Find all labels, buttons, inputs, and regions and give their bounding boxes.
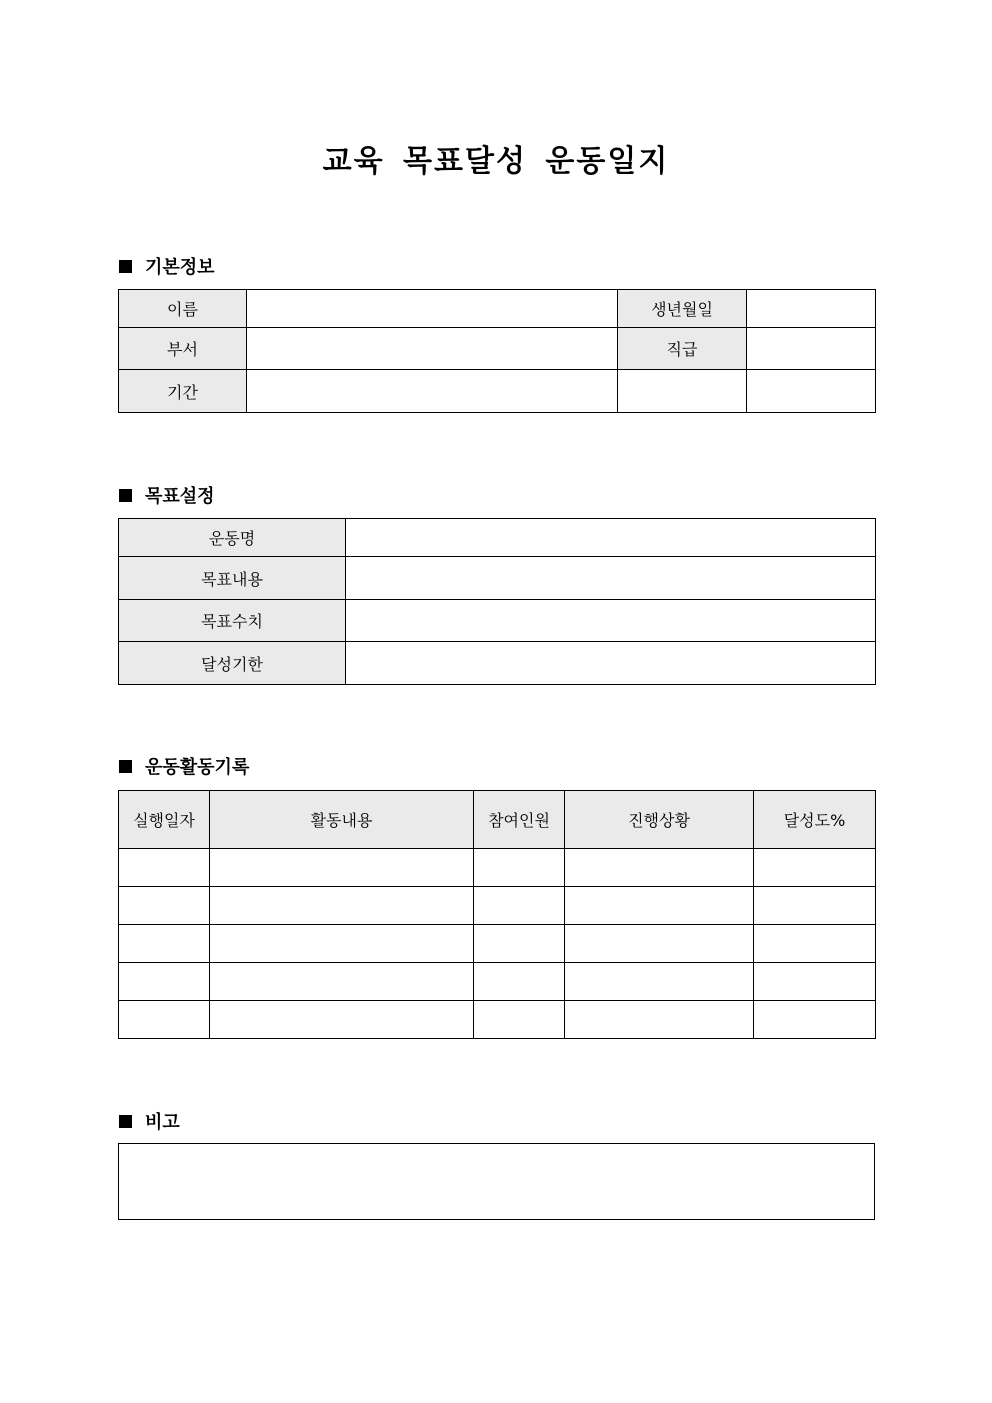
goal-setting-heading bbox=[119, 482, 215, 508]
birthdate-field[interactable] bbox=[747, 290, 876, 328]
table-cell[interactable] bbox=[474, 887, 565, 925]
table-cell[interactable] bbox=[119, 887, 210, 925]
table-cell[interactable] bbox=[119, 1001, 210, 1039]
table-cell[interactable] bbox=[565, 887, 754, 925]
table-row bbox=[119, 963, 876, 1001]
department-label: 부서 bbox=[119, 328, 247, 370]
activity-log-heading-label: 운동활동기록 bbox=[145, 757, 250, 778]
exercise-name-field[interactable] bbox=[346, 519, 876, 557]
table-cell[interactable] bbox=[119, 849, 210, 887]
position-field[interactable] bbox=[747, 328, 876, 370]
remarks-heading-label: 비고 bbox=[145, 1112, 180, 1133]
basic-info-heading-label: 기본정보 bbox=[145, 257, 215, 278]
table-cell[interactable] bbox=[474, 1001, 565, 1039]
department-field[interactable] bbox=[247, 328, 618, 370]
table-cell[interactable] bbox=[119, 963, 210, 1001]
document-title: 교육 목표달성 운동일지 bbox=[322, 144, 670, 179]
blank-cell[interactable] bbox=[618, 370, 747, 413]
table-cell[interactable] bbox=[210, 1001, 474, 1039]
column-header-participants: 참여인원 bbox=[474, 791, 565, 849]
goal-row bbox=[119, 642, 876, 685]
goal-value-label: 목표수치 bbox=[119, 600, 346, 642]
column-header-activity: 활동내용 bbox=[210, 791, 474, 849]
table-cell[interactable] bbox=[565, 963, 754, 1001]
column-header-date: 실행일자 bbox=[119, 791, 210, 849]
goal-content-field[interactable] bbox=[346, 557, 876, 600]
table-cell[interactable] bbox=[754, 1001, 876, 1039]
basic-info-table bbox=[118, 289, 876, 413]
exercise-name-label: 운동명 bbox=[119, 519, 346, 557]
table-row bbox=[119, 1001, 876, 1039]
blank-cell[interactable] bbox=[747, 370, 876, 413]
table-cell[interactable] bbox=[754, 925, 876, 963]
table-row bbox=[119, 849, 876, 887]
goal-value-field[interactable] bbox=[346, 600, 876, 642]
basic-info-row bbox=[119, 328, 876, 370]
goal-row bbox=[119, 600, 876, 642]
name-label: 이름 bbox=[119, 290, 247, 328]
activity-log-heading bbox=[119, 753, 249, 779]
square-bullet-icon bbox=[119, 489, 132, 502]
deadline-label: 달성기한 bbox=[119, 642, 346, 685]
goal-content-label: 목표내용 bbox=[119, 557, 346, 600]
activity-header-row bbox=[119, 791, 876, 849]
column-header-progress: 진행상황 bbox=[565, 791, 754, 849]
basic-info-row bbox=[119, 290, 876, 328]
table-cell[interactable] bbox=[210, 925, 474, 963]
table-cell[interactable] bbox=[754, 963, 876, 1001]
table-cell[interactable] bbox=[565, 1001, 754, 1039]
position-label: 직급 bbox=[618, 328, 747, 370]
table-cell[interactable] bbox=[119, 925, 210, 963]
basic-info-row bbox=[119, 370, 876, 413]
table-row bbox=[119, 925, 876, 963]
table-cell[interactable] bbox=[565, 925, 754, 963]
deadline-field[interactable] bbox=[346, 642, 876, 685]
table-cell[interactable] bbox=[474, 849, 565, 887]
square-bullet-icon bbox=[119, 760, 132, 773]
table-cell[interactable] bbox=[210, 849, 474, 887]
basic-info-heading bbox=[119, 253, 215, 279]
table-cell[interactable] bbox=[210, 963, 474, 1001]
table-row bbox=[119, 887, 876, 925]
goal-setting-table bbox=[118, 518, 876, 685]
table-cell[interactable] bbox=[565, 849, 754, 887]
column-header-achievement: 달성도% bbox=[754, 791, 876, 849]
square-bullet-icon bbox=[119, 1115, 132, 1128]
goal-setting-heading-label: 목표설정 bbox=[145, 486, 215, 507]
birthdate-label: 생년월일 bbox=[618, 290, 747, 328]
period-field[interactable] bbox=[247, 370, 618, 413]
square-bullet-icon bbox=[119, 260, 132, 273]
remarks-heading bbox=[119, 1108, 180, 1134]
table-cell[interactable] bbox=[210, 887, 474, 925]
goal-row bbox=[119, 519, 876, 557]
table-cell[interactable] bbox=[474, 925, 565, 963]
period-label: 기간 bbox=[119, 370, 247, 413]
table-cell[interactable] bbox=[474, 963, 565, 1001]
name-field[interactable] bbox=[247, 290, 618, 328]
table-cell[interactable] bbox=[754, 849, 876, 887]
table-cell[interactable] bbox=[754, 887, 876, 925]
activity-log-table bbox=[118, 790, 876, 1039]
remarks-field[interactable] bbox=[118, 1143, 875, 1220]
goal-row bbox=[119, 557, 876, 600]
